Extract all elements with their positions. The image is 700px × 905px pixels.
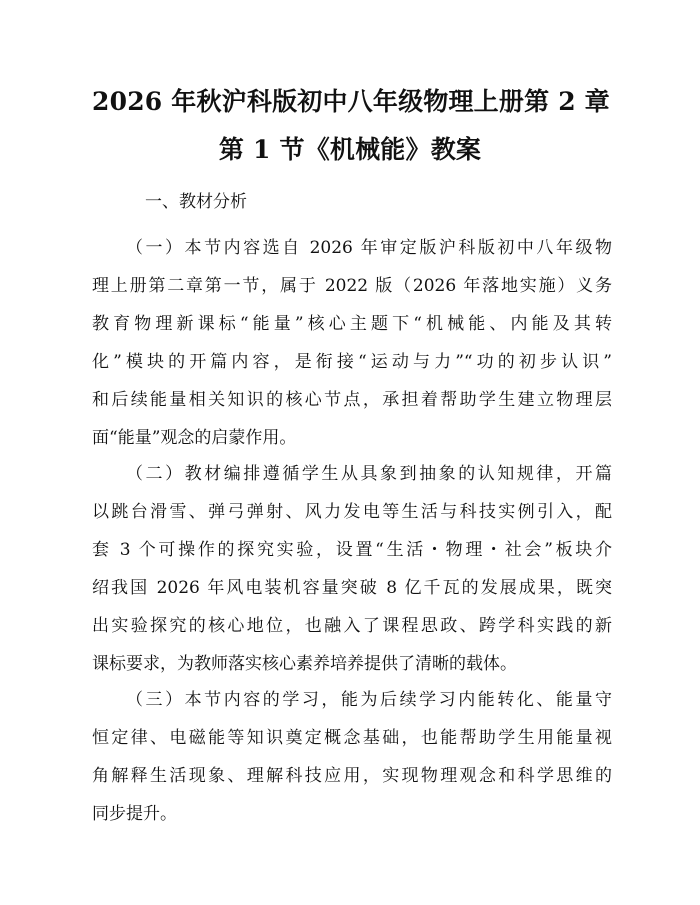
paragraph-line: 以跳台滑雪、弹弓弹射、风力发电等生活与科技实例引入，配	[92, 502, 612, 522]
paragraph-line: （二）教材编排遵循学生从具象到抽象的认知规律，开篇	[126, 464, 612, 484]
document-title-line-1: 2026 年秋沪科版初中八年级物理上册第 2 章	[92, 87, 610, 116]
paragraph-line: 理上册第二章第一节，属于 2022 版（2026 年落地实施）义务	[92, 276, 612, 296]
paragraph-line: 同步提升。	[92, 804, 177, 824]
paragraph-line: 绍我国 2026 年风电装机容量突破 8 亿千瓦的发展成果，既突	[92, 578, 612, 598]
paragraph-line: 教育物理新课标“能量”核心主题下“机械能、内能及其转	[92, 314, 612, 334]
paragraph-1	[92, 229, 612, 457]
paragraph-line: 角解释生活现象、理解科技应用，实现物理观念和科学思维的	[92, 766, 612, 786]
paragraph-line: 课标要求，为教师落实核心素养培养提供了清晰的载体。	[92, 654, 517, 674]
paragraph-line: 恒定律、电磁能等知识奠定概念基础，也能帮助学生用能量视	[92, 728, 612, 748]
paragraph-line: 面“能量”观念的启蒙作用。	[92, 428, 297, 448]
paragraph-2	[92, 455, 612, 683]
paragraph-line: 出实验探究的核心地位，也融入了课程思政、跨学科实践的新	[92, 616, 612, 636]
section-heading: 一、教材分析	[145, 192, 247, 212]
paragraph-line: 化”模块的开篇内容，是衔接“运动与力”“功的初步认识”	[92, 352, 612, 372]
paragraph-line: 套 3 个可操作的探究实验，设置“生活・物理・社会”板块介	[92, 540, 612, 560]
paragraph-line: 和后续能量相关知识的核心节点，承担着帮助学生建立物理层	[92, 390, 612, 410]
paragraph-line: （一）本节内容选自 2026 年审定版沪科版初中八年级物	[126, 238, 612, 258]
paragraph-line: （三）本节内容的学习，能为后续学习内能转化、能量守	[126, 690, 612, 710]
paragraph-3	[92, 681, 612, 833]
document-title-line-2: 第 1 节《机械能》教案	[218, 135, 482, 164]
